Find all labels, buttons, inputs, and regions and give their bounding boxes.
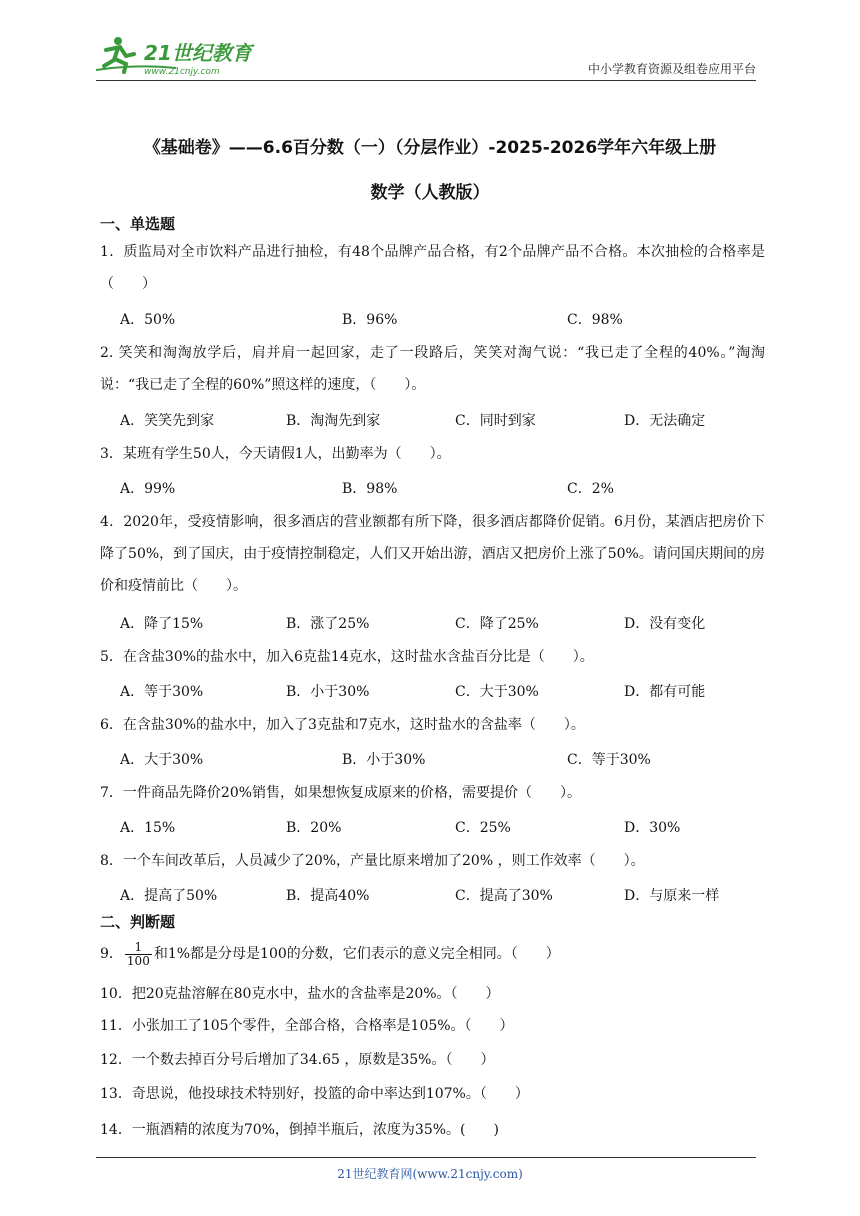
option-8a: A．提高了50% [120, 888, 218, 904]
option-2d: D．无法确定 [624, 413, 706, 429]
option-7a: A．15% [120, 820, 176, 836]
option-1b: B．96% [342, 312, 398, 328]
question-6: 6．在含盐30%的盐水中，加入了3克盐和7克水，这时盐水的含盐率（ ）。 [100, 717, 585, 733]
option-4a: A．降了15% [120, 616, 204, 632]
question-9 [100, 940, 765, 968]
question-14: 14．一瓶酒精的浓度为70%，倒掉半瓶后，浓度为35%。( ) [100, 1122, 499, 1138]
question-9-text: 和1%都是分母是100的分数，它们表示的意义完全相同。（ ） [153, 946, 560, 962]
option-5a: A．等于30% [120, 684, 204, 700]
option-7d: D．30% [624, 820, 681, 836]
fraction-1-over-100 [125, 941, 152, 968]
question-10: 10．把20克盐溶解在80克水中，盐水的含盐率是20%。（ ） [100, 986, 500, 1002]
question-8: 8．一个车间改革后，人员减少了20%，产量比原来增加了20% ，则工作效率（ ）。 [100, 853, 645, 869]
section-heading-single-choice: 一、单选题 [100, 215, 176, 233]
question-4: 4．2020年，受疫情影响，很多酒店的营业额都有所下降，很多酒店都降价促销。6月份，某酒店把房价下降了50%，到了国庆，由于疫情控制稳定，人们又开始出游，酒店又把房价上涨了50%。请问国庆期间的房价和疫情前比（ ）。 [100, 514, 765, 594]
option-4d: D．没有变化 [624, 616, 706, 632]
question-5: 5．在含盐30%的盐水中，加入6克盐14克水，这时盐水含盐百分比是（ ）。 [100, 649, 594, 665]
option-2b: B．淘淘先到家 [286, 413, 381, 429]
page-header [96, 30, 756, 81]
option-5c: C．大于30% [455, 684, 539, 700]
option-5b: B．小于30% [286, 684, 370, 700]
question-1: 1．质监局对全市饮料产品进行抽检，有48个品牌产品合格，有2个品牌产品不合格。本次抽检的合格率是（ ） [100, 244, 765, 292]
question-12: 12．一个数去掉百分号后增加了34.65 ，原数是35%。（ ） [100, 1052, 495, 1068]
option-8d: D．与原来一样 [624, 888, 720, 904]
footer-divider [96, 1157, 756, 1158]
option-8b: B．提高40% [286, 888, 370, 904]
question-9-number: 9． [100, 946, 123, 962]
section-heading-true-false: 二、判断题 [100, 913, 176, 931]
option-7c: C．25% [455, 820, 511, 836]
platform-name: 中小学教育资源及组卷应用平台 [587, 62, 756, 76]
fraction-numerator: 1 [125, 941, 152, 955]
option-3b: B．98% [342, 481, 398, 497]
option-6c: C．等于30% [567, 752, 651, 768]
doc-title-line1: 《基础卷》——6.6百分数（一）（分层作业）-2025-2026学年六年级上册 [143, 138, 717, 158]
logo-url: www.21cnjy.com [144, 67, 220, 76]
option-2c: C．同时到家 [455, 413, 536, 429]
option-3c: C．2% [567, 481, 614, 497]
option-3a: A．99% [120, 481, 176, 497]
fraction-denominator: 100 [126, 953, 150, 968]
option-1c: C．98% [567, 312, 623, 328]
question-2: 2. 笑笑和淘淘放学后，肩并肩一起回家，走了一段路后，笑笑对淘气说：“我已走了全程的40%。”淘淘说：“我已走了全程的60%”照这样的速度，（ ）。 [100, 345, 765, 393]
option-8c: C．提高了30% [455, 888, 553, 904]
option-1a: A．50% [120, 312, 176, 328]
logo-21cnjy [96, 34, 276, 76]
question-7: 7．一件商品先降价20%销售，如果想恢复成原来的价格，需要提价（ ）。 [100, 785, 582, 801]
logo-text: 21世纪教育 [144, 41, 252, 65]
option-4b: B．涨了25% [286, 616, 370, 632]
option-4c: C．降了25% [455, 616, 539, 632]
question-11: 11．小张加工了105个零件，全部合格，合格率是105%。（ ） [100, 1018, 514, 1034]
option-6b: B．小于30% [342, 752, 426, 768]
question-3: 3．某班有学生50人，今天请假1人，出勤率为（ ）。 [100, 446, 451, 462]
doc-title-line2: 数学（人教版） [370, 183, 490, 203]
option-5d: D．都有可能 [624, 684, 706, 700]
option-2a: A．笑笑先到家 [120, 413, 215, 429]
option-7b: B．20% [286, 820, 342, 836]
question-13: 13．奇思说，他投球技术特别好，投篮的命中率达到107%。（ ） [100, 1086, 529, 1102]
footer-site[interactable]: 21世纪教育网(www.21cnjy.com) [337, 1167, 523, 1181]
option-6a: A．大于30% [120, 752, 204, 768]
